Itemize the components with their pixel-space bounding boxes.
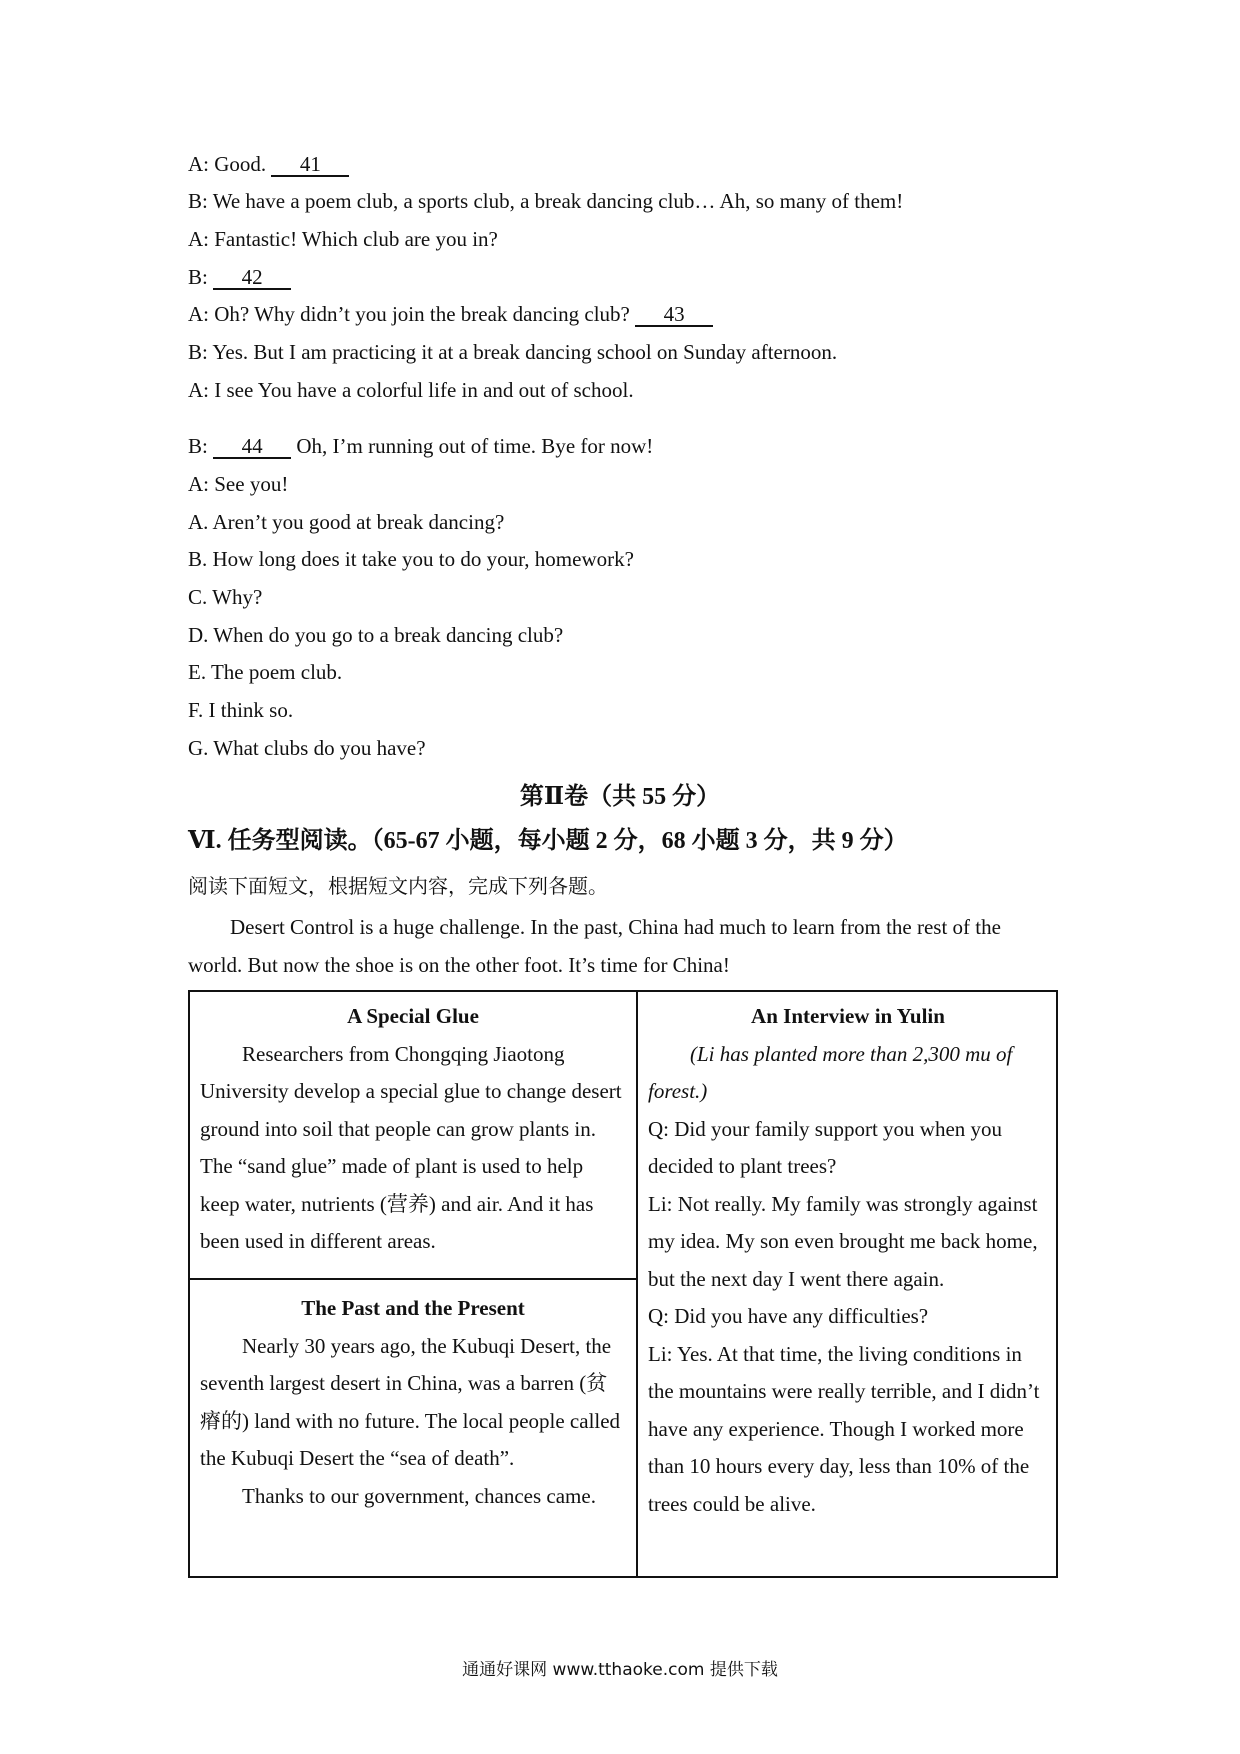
dialogue-text: We have a poem club, a sports club, a break dancing club… Ah, so many of them! xyxy=(207,189,904,213)
section-title: 第Ⅱ卷（共 55 分） xyxy=(519,784,721,810)
dialogue-line-4 xyxy=(188,263,291,291)
dialogue-line-3 xyxy=(188,225,498,253)
option-b: B. How long does it take you to do your, homework? xyxy=(188,547,634,571)
cell-text: Researchers from Chongqing Jiaotong University develop a special glue to change desert ground into soil that people can grow plants in. The “sand glue” made of plant is used to help keep water, nutrients (营养) and air. And it has been used in different areas. xyxy=(200,1041,622,1253)
dialogue-line-9 xyxy=(188,470,288,498)
dialogue-text: Fantastic! Which club are you in? xyxy=(209,227,498,251)
reading-table xyxy=(188,990,1058,1578)
speaker: A: xyxy=(188,227,209,251)
speaker: B: xyxy=(188,265,208,289)
interview-question: Q: Did your family support you when you decided to plant trees? xyxy=(648,1116,1003,1178)
footer-source: 通通好课网 www.tthaoke.com 提供下载 xyxy=(462,1660,778,1680)
cell-title: A Special Glue xyxy=(347,1004,479,1028)
answer-blank-43: 43 xyxy=(635,303,713,327)
intro-paragraph: Desert Control is a huge challenge. In the past, China had much to learn from the rest of the world. But now the shoe is on the other foot. It’s time for China! xyxy=(188,915,1001,977)
interview-answer: Li: Not really. My family was strongly against my idea. My son even brought me back home, but the next day I went there again. xyxy=(648,1191,1038,1291)
dialogue-line-6 xyxy=(188,338,837,366)
dialogue-line-5 xyxy=(188,300,713,328)
option-c: C. Why? xyxy=(188,585,263,609)
answer-blank-44: 44 xyxy=(213,435,291,459)
option-f: F. I think so. xyxy=(188,698,294,722)
option-d: D. When do you go to a break dancing club? xyxy=(188,623,564,647)
dialogue-text: Good. xyxy=(209,152,272,176)
table-divider-horizontal xyxy=(190,1278,636,1280)
dialogue-text: Yes. But I am practicing it at a break dancing school on Sunday afternoon. xyxy=(207,340,838,364)
option-e: E. The poem club. xyxy=(188,660,343,684)
instruction: 阅读下面短文，根据短文内容，完成下列各题。 xyxy=(188,876,608,898)
interview-question: Q: Did you have any difficulties? xyxy=(648,1304,929,1328)
cell-text: Nearly 30 years ago, the Kubuqi Desert, the seventh largest desert in China, was a barren (贫瘠的) land with no future. The local people called the Kubuqi Desert the “sea of death”. xyxy=(200,1333,621,1470)
task-title: Ⅵ. 任务型阅读。（65-67 小题，每小题 2 分，68 小题 3 分，共 9 分） xyxy=(188,828,908,854)
dialogue-line-8 xyxy=(188,432,653,460)
dialogue-text: Oh, I’m running out of time. Bye for now! xyxy=(291,434,654,458)
option-g: G. What clubs do you have? xyxy=(188,736,426,760)
option-a: A. Aren’t you good at break dancing? xyxy=(188,510,505,534)
answer-blank-41: 41 xyxy=(271,153,349,177)
dialogue-text: I see You have a colorful life in and out of school. xyxy=(209,378,634,402)
speaker: A: xyxy=(188,472,209,496)
speaker: A: xyxy=(188,302,209,326)
cell-text: Thanks to our government, chances came. xyxy=(242,1483,596,1508)
cell-special-glue xyxy=(200,998,626,1261)
dialogue-line-7 xyxy=(188,376,634,404)
interview-note: (Li has planted more than 2,300 mu of forest.) xyxy=(648,1041,1013,1103)
cell-past-present xyxy=(200,1290,626,1515)
cell-title: The Past and the Present xyxy=(301,1296,525,1320)
speaker: B: xyxy=(188,189,208,213)
speaker: A: xyxy=(188,152,209,176)
dialogue-line-1 xyxy=(188,150,349,178)
speaker: B: xyxy=(188,434,208,458)
table-divider-vertical xyxy=(636,992,638,1576)
speaker: A: xyxy=(188,378,209,402)
answer-blank-42: 42 xyxy=(213,266,291,290)
interview-answer: Li: Yes. At that time, the living conditions in the mountains were really terrible, and I didn’t have any experience. Though I worked more than 10 hours every day, less than 10% of the trees could be alive. xyxy=(648,1341,1040,1516)
speaker: B: xyxy=(188,340,208,364)
cell-interview xyxy=(648,998,1048,1523)
dialogue-text: Oh? Why didn’t you join the break dancing club? xyxy=(209,302,636,326)
dialogue-text: See you! xyxy=(209,472,289,496)
cell-title: An Interview in Yulin xyxy=(751,1004,945,1028)
dialogue-line-2 xyxy=(188,187,903,215)
